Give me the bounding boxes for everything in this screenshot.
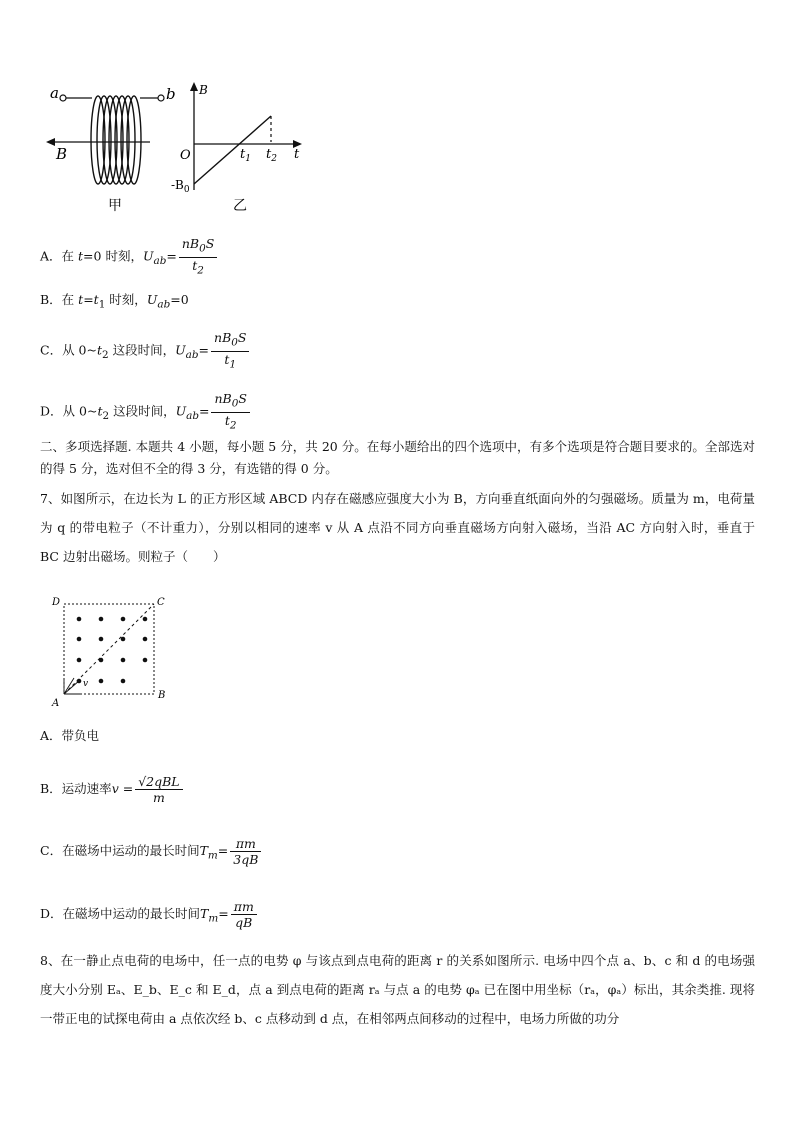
q7-option-c[interactable]: C．在磁场中运动的最长时间$T_m=$ $\frac{\pi m}{3qB}$: [40, 836, 263, 867]
graph-line: [194, 116, 271, 184]
q6-option-d[interactable]: D．从 $0\sim t_2$ 这段时间，$U_{ab}=$ $\frac{nB_0S}{t_2}$: [40, 391, 252, 433]
terminal-a-label: a: [50, 84, 59, 102]
caption-yi: 乙: [233, 198, 247, 214]
q7b-fraction: $\frac{\text{√2qBL}}{m}$: [135, 774, 182, 805]
q7-option-a[interactable]: A．带负电: [40, 728, 100, 743]
terminal-a-circle: [60, 95, 66, 101]
q7-stem: 7、如图所示，在边长为 L 的正方形区域 ABCD 内存在磁感应强度大小为 B，方向垂直纸面向外的匀强磁场。质量为 m，电荷量为 q 的带电粒子（不计重力），分别以相同的速率 v 从 A 点沿不同方向垂直磁场方向射入磁场，当沿 AC 方向射入时，垂直于 BC 边射出磁场。则粒子（ ）: [40, 491, 755, 564]
q7c-fraction: $\frac{\pi m}{3qB}$: [230, 836, 261, 867]
q7-square-field-figure: [44, 594, 179, 710]
terminal-b-label: b: [166, 85, 176, 103]
q6a-fraction: $\frac{nB_0S}{t_2}$: [179, 236, 217, 278]
coil-and-graph-figure: [40, 78, 320, 218]
q8-stem: 8、在一静止点电荷的电场中，任一点的电势 φ 与该点到点电荷的距离 r 的关系如图所示. 电场中四个点 a、b、c 和 d 的电场强度大小分别 Eₐ、E_b、E_c 和 E_d，点 a 到点电荷的距离 rₐ 与点 a 的电势 φₐ 已在图中用坐标（rₐ，φₐ）标出，其余类推. 现将一带正电的试探电荷由 a 点依次经 b、c 点移动到 d 点，在相邻两点间移动的过程中，电场力所做的功分: [40, 953, 755, 1026]
caption-jia: 甲: [108, 198, 122, 214]
label-c: C: [157, 597, 165, 608]
q7-option-d[interactable]: D．在磁场中运动的最长时间$T_m=$ $\frac{\pi m}{qB}$: [40, 899, 259, 930]
graph-origin-label: O: [180, 148, 191, 163]
q6d-fraction: $\frac{nB_0S}{t_2}$: [211, 391, 249, 433]
field-label: B: [56, 145, 68, 163]
terminal-b-circle: [158, 95, 164, 101]
label-v: v: [83, 679, 89, 689]
q7-option-b[interactable]: B．运动速率v = $\frac{\text{√2qBL}}{m}$: [40, 774, 185, 805]
section2-instructions: 二、多项选择题. 本题共 4 小题，每小题 5 分，共 20 分。在每小题给出的四个选项中，有多个选项是符合题目要求的。全部选对的得 5 分，选对但不全的得 3 分，有选错的得 0 分。: [40, 439, 755, 476]
q6-option-a[interactable]: A．在 t=0 时刻，$U_{ab}=$ $\frac{nB_0S}{t_2}$: [40, 236, 219, 278]
velocity-arrows-icon: [64, 678, 82, 694]
label-a: A: [52, 698, 60, 709]
q6-option-c[interactable]: C．从 $0\sim t_2$ 这段时间，$U_{ab}=$ $\frac{nB_0S}{t_1}$: [40, 330, 251, 372]
graph-y-label: B: [199, 83, 208, 97]
graph-x-label: t: [294, 147, 300, 162]
label-d: D: [52, 597, 61, 608]
graph-neg-b0-label: $-B_0$: [171, 178, 190, 195]
q6c-fraction: $\frac{nB_0S}{t_1}$: [211, 330, 249, 372]
field-dots: [77, 617, 148, 684]
q6-option-b[interactable]: B．在 $t=t_1$ 时刻，$U_{ab}=0$: [40, 292, 189, 311]
label-b: B: [158, 690, 166, 701]
coil-icon: [91, 96, 141, 184]
graph-t2-label: $t_2$: [266, 147, 277, 164]
q7d-fraction: $\frac{\pi m}{qB}$: [231, 899, 257, 930]
graph-t1-label: $t_1$: [240, 147, 251, 164]
field-arrowhead-icon: [46, 138, 55, 146]
graph-y-arrowhead-icon: [190, 82, 198, 91]
